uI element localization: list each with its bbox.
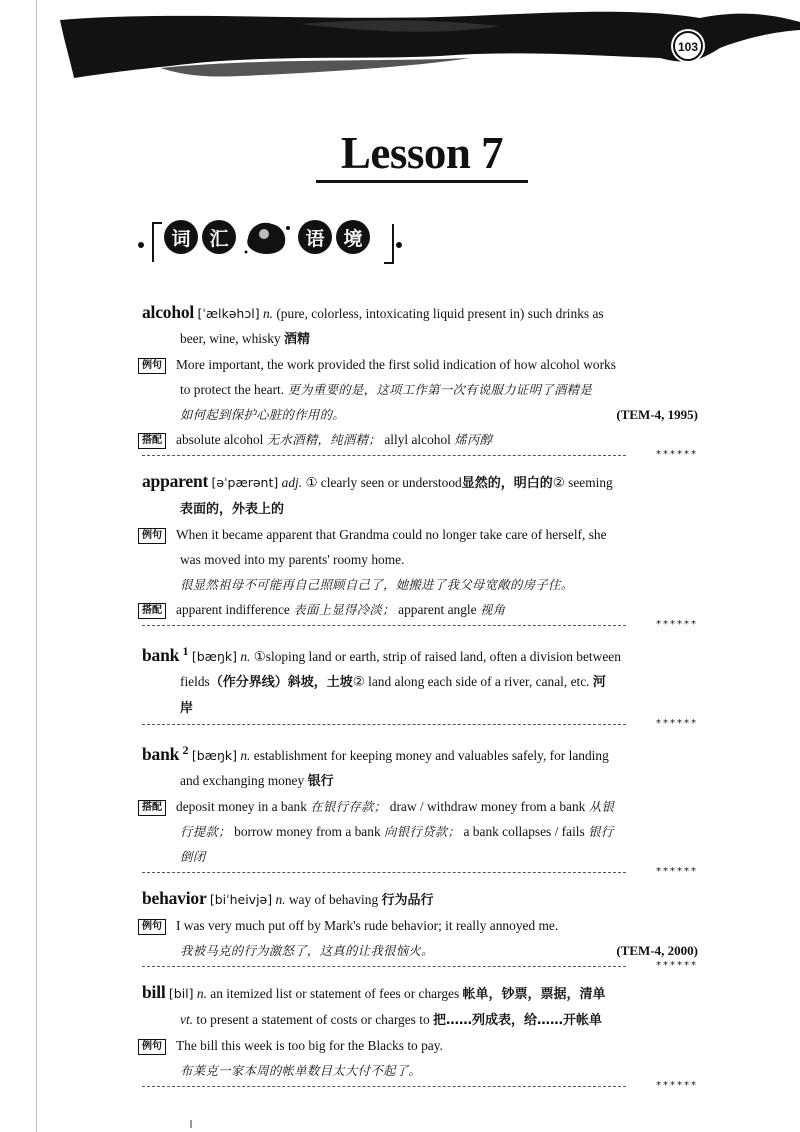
headword: behavior	[142, 888, 207, 908]
example-line	[142, 402, 698, 427]
separator-stars: ******	[656, 1080, 698, 1091]
collocation-cn: 在银行存款；	[310, 799, 387, 814]
example: When it became apparent that Grandma could no longer take care of herself, she	[176, 527, 607, 542]
definition: an itemized list or statement of fees or charges	[210, 986, 460, 1001]
example-cn: 我被马克的行为激怒了，这真的让我很恼火。	[180, 943, 434, 958]
banner-char: 语	[298, 220, 332, 254]
definition-line	[142, 695, 698, 721]
definition-line	[142, 300, 698, 326]
definition-line	[142, 886, 698, 913]
example-line	[142, 1058, 698, 1083]
collocation-tag: 搭配	[138, 433, 166, 449]
example: More important, the work provided the first solid indication of how alcohol works	[176, 357, 616, 372]
vocabulary-list	[142, 300, 698, 1100]
vocabulary-context-banner	[138, 208, 408, 266]
separator-dashes	[142, 625, 626, 626]
separator-stars: ******	[656, 960, 698, 971]
entry-separator	[142, 449, 698, 463]
example-line	[138, 522, 698, 547]
collocation-cn: 烯丙醇	[454, 432, 493, 447]
entry-separator	[142, 866, 698, 880]
example: The bill this week is too big for the Blacks to pay.	[176, 1038, 443, 1053]
separator-dashes	[142, 1086, 626, 1087]
headword: alcohol	[142, 302, 195, 322]
definition-line	[142, 669, 698, 695]
collocation-cn: 无水酒精，纯酒精；	[266, 432, 381, 447]
example-line	[138, 1033, 698, 1058]
example: to protect the heart.	[180, 382, 285, 397]
entry-separator	[142, 960, 698, 974]
banner-right-dot	[396, 242, 402, 248]
phonetic: [bæŋk]	[191, 649, 237, 664]
definition-cn: （作分界线）斜坡，土坡	[209, 675, 353, 690]
definition-cn: 河	[592, 675, 606, 690]
phonetic: [bil]	[168, 986, 194, 1001]
definition-line	[142, 326, 698, 352]
collocation: absolute alcohol	[176, 432, 264, 447]
homonym-number: 2	[182, 743, 189, 757]
definition: fields	[180, 674, 210, 689]
separator-stars: ******	[656, 866, 698, 877]
collocation: allyl alcohol	[384, 432, 451, 447]
phonetic: [biˈheivjə]	[209, 892, 273, 907]
example-tag: 例句	[138, 919, 166, 935]
headword: bank	[142, 744, 180, 764]
example-line	[142, 938, 698, 963]
definition: ① clearly seen or understood	[305, 475, 462, 490]
collocation: apparent angle	[398, 602, 477, 617]
lesson-title: Lesson 7	[316, 126, 528, 183]
ink-splash-icon	[242, 216, 292, 258]
definition: (pure, colorless, intoxicating liquid present in) such drinks as	[276, 306, 604, 321]
separator-dashes	[142, 966, 626, 967]
entry-separator	[142, 718, 698, 732]
phonetic: [əˈpærənt]	[211, 475, 279, 490]
entry-behavior	[142, 886, 698, 974]
part-of-speech: n.	[275, 892, 286, 907]
book-spine-line	[36, 0, 37, 1132]
example-line	[138, 352, 698, 377]
part-of-speech: n.	[196, 986, 207, 1001]
source-citation: (TEM-4, 1995)	[616, 407, 698, 422]
definition-cn: 表面的，外表上的	[180, 502, 285, 517]
example: was moved into my parents' roomy home.	[180, 552, 405, 567]
collocation-cn: 从银	[588, 799, 615, 814]
entry-apparent	[142, 469, 698, 633]
separator-dashes	[142, 455, 626, 456]
entry-bill	[142, 980, 698, 1094]
example-tag: 例句	[138, 358, 166, 374]
collocation-line	[142, 844, 698, 869]
entry-separator	[142, 1080, 698, 1094]
part-of-speech: adj.	[281, 475, 303, 490]
separator-dashes	[142, 872, 626, 873]
example-line	[138, 913, 698, 938]
part-of-speech: n.	[240, 748, 251, 763]
definition: to present a statement of costs or charges to	[196, 1012, 430, 1027]
collocation: deposit money in a bank	[176, 799, 307, 814]
example-cn: 很显然祖母不可能再自己照顾自己了，她搬进了我父母宽敞的房子住。	[180, 577, 574, 592]
definition-line	[142, 469, 698, 496]
scan-mark	[190, 1120, 192, 1128]
separator-stars: ******	[656, 718, 698, 729]
collocation-cn: 向银行贷款；	[384, 824, 461, 839]
collocation: borrow money from a bank	[234, 824, 381, 839]
collocation: apparent indifference	[176, 602, 290, 617]
collocation-cn: 银行	[588, 824, 614, 839]
separator-dashes	[142, 724, 626, 725]
entry-bank-1	[142, 639, 698, 732]
definition: way of behaving	[288, 892, 379, 907]
definition-line	[142, 768, 698, 794]
example-line	[142, 547, 698, 572]
headword: bank	[142, 645, 180, 665]
collocation-tag: 搭配	[138, 603, 166, 619]
banner-char: 词	[164, 220, 198, 254]
banner-left-dot	[138, 242, 144, 248]
definition: and exchanging money	[180, 773, 305, 788]
source-citation: (TEM-4, 2000)	[616, 943, 698, 958]
definition: beer, wine, whisky	[180, 331, 281, 346]
collocation-line	[138, 597, 698, 622]
phonetic: [ˈælkəhɔl]	[197, 306, 260, 321]
definition: ①sloping land or earth, strip of raised land, often a division between	[253, 649, 621, 664]
part-of-speech: n.	[262, 306, 273, 321]
collocation-cn: 倒闭	[180, 849, 206, 864]
collocation: draw / withdraw money from a bank	[389, 799, 586, 814]
definition: ② land along each side of a river, canal, etc.	[352, 674, 590, 689]
collocation-cn: 表面上显得冷淡；	[293, 602, 395, 617]
part-of-speech: vt.	[180, 1012, 194, 1027]
collocation: a bank collapses / fails	[463, 824, 585, 839]
definition-cn: 岸	[180, 701, 194, 716]
definition-cn: 帐单，钞票，票据，清单	[462, 987, 606, 1002]
definition-line	[142, 980, 698, 1007]
collocation-cn: 行提款；	[180, 824, 231, 839]
collocation-tag: 搭配	[138, 800, 166, 816]
example-cn: 更为重要的是，这项工作第一次有说服力证明了酒精是	[287, 382, 593, 397]
phonetic: [bæŋk]	[191, 748, 237, 763]
banner-char: 汇	[202, 220, 236, 254]
example-cn: 如何起到保护心脏的作用的。	[180, 407, 345, 422]
collocation-cn: 视角	[479, 602, 506, 617]
definition-cn: 酒精	[283, 332, 310, 347]
entry-alcohol	[142, 300, 698, 463]
example: I was very much put off by Mark's rude behavior; it really annoyed me.	[176, 918, 559, 933]
example-line	[142, 572, 698, 597]
headword: bill	[142, 982, 166, 1002]
definition-cn: 行为品行	[381, 893, 434, 908]
definition-line	[142, 496, 698, 522]
definition-line	[142, 1007, 698, 1033]
example-tag: 例句	[138, 528, 166, 544]
example-cn: 布莱克一家本周的帐单数目太大付不起了。	[180, 1063, 422, 1078]
page-number: 103	[677, 40, 699, 54]
separator-stars: ******	[656, 449, 698, 460]
definition-line	[142, 639, 698, 669]
banner-char: 境	[336, 220, 370, 254]
definition-cn: 显然的，明白的	[461, 476, 553, 491]
headword: apparent	[142, 471, 209, 491]
collocation-line	[138, 427, 698, 452]
definition: ② seeming	[552, 475, 613, 490]
example-line	[142, 377, 698, 402]
definition-cn: 把……列成表，给……开帐单	[433, 1013, 603, 1028]
definition-cn: 银行	[307, 774, 334, 789]
definition-line	[142, 738, 698, 768]
separator-stars: ******	[656, 619, 698, 630]
entry-bank-2	[142, 738, 698, 880]
entry-separator	[142, 619, 698, 633]
homonym-number: 1	[182, 644, 189, 658]
example-tag: 例句	[138, 1039, 166, 1055]
collocation-line	[142, 819, 698, 844]
part-of-speech: n.	[240, 649, 251, 664]
definition: establishment for keeping money and valuables safely, for landing	[253, 748, 609, 763]
collocation-line	[138, 794, 698, 819]
